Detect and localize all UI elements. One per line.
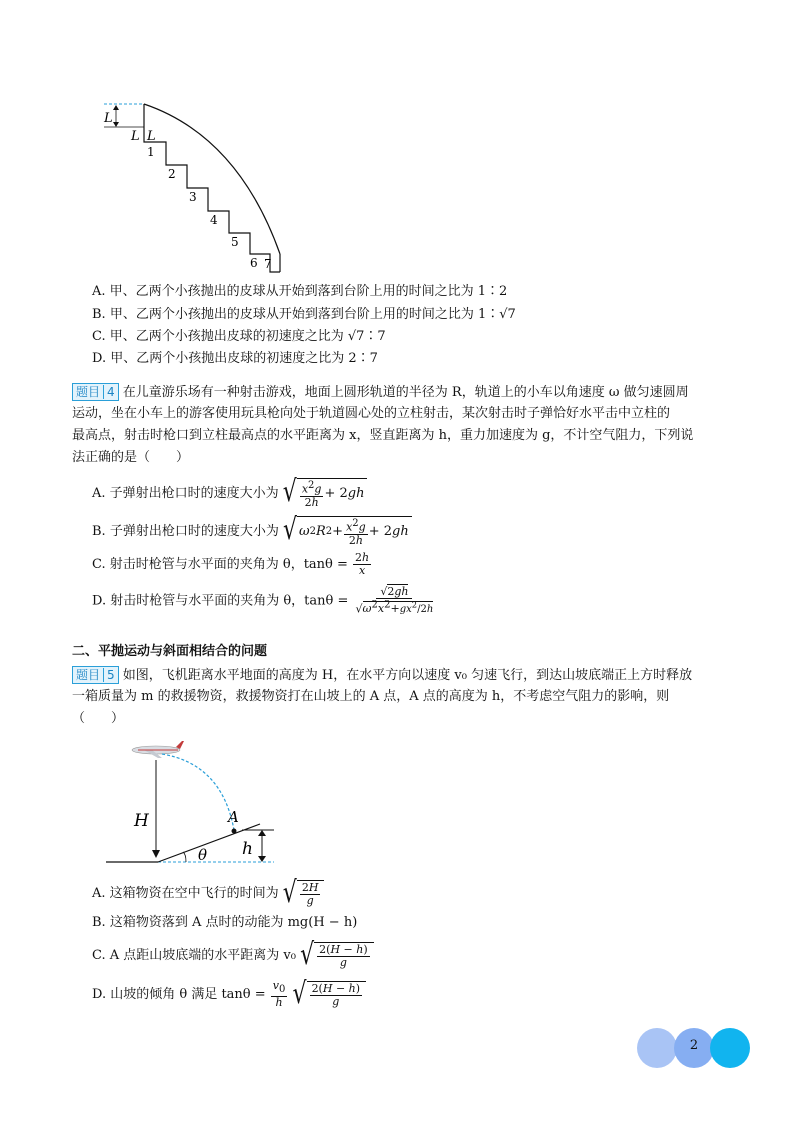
q3-option-b: B. 甲、乙两个小孩抛出的皮球从开始到落到台阶上用的时间之比为 1∶√7 xyxy=(92,307,516,322)
step-label-4: 4 xyxy=(210,213,218,227)
step-label-1: 1 xyxy=(147,145,155,159)
q5-stem-text-1: 如图，飞机距离水平地面的高度为 H，在水平方向以速度 v₀ 匀速飞行，到达山坡底端正上方时释放 xyxy=(122,668,693,683)
q4-tag: 题目 4 xyxy=(72,383,119,401)
label-L-step: L xyxy=(147,129,156,144)
step-label-2: 2 xyxy=(168,167,176,181)
q4-stem-line-3: 最高点，射击时枪口到立柱最高点的水平距离为 x，竖直距离为 h，重力加速度为 g，不计空气阻力，下列说 xyxy=(72,428,694,443)
q4-option-d: D. 射击时枪管与水平面的夹角为 θ，tanθ = $\frac{√2gh}{√\omega^2x^2+gx^2/2h}$ xyxy=(92,585,434,616)
airplane-icon xyxy=(132,741,184,758)
plane-slope-figure xyxy=(104,738,284,870)
q5-option-a: A. 这箱物资在空中飞行的时间为 √ $\frac{2H}{g}$ xyxy=(92,880,324,907)
q4-stem-line-4: 法正确的是（ ） xyxy=(72,450,190,465)
q5-stem-line-1 xyxy=(72,666,692,684)
label-H: H xyxy=(134,811,149,831)
q3-option-d: D. 甲、乙两个小孩抛出皮球的初速度之比为 2∶7 xyxy=(92,351,378,366)
step-label-6: 6 xyxy=(250,256,258,270)
formula-d: $\frac{√2gh}{√\omega^2x^2+gx^2/2h}$ xyxy=(355,585,434,616)
formula-5d-frac: $\frac{v_0}{h}$ xyxy=(272,979,286,1010)
q3-option-a: A. 甲、乙两个小孩抛出的皮球从开始到落到台阶上用的时间之比为 1∶2 xyxy=(92,284,508,299)
q5-stem-line-2: 一箱质量为 m 的救援物资，救援物资打在山坡上的 A 点，A 点的高度为 h，不考虑空气阻力的影响，则 xyxy=(72,689,670,704)
step-label-7: 7 xyxy=(264,257,272,271)
q4-option-c: C. 射击时枪管与水平面的夹角为 θ，tanθ = $\frac{2h}{x}$ xyxy=(92,551,370,577)
formula-a: √ $\frac{x^2g}{2h}$ + 2 gh xyxy=(283,478,368,509)
q5-option-d: D. 山坡的倾角 θ 满足 tanθ = $\frac{v_0}{h}$ √ $\frac{2(H - h)}{g}$ xyxy=(92,980,366,1009)
formula-5a: √ $\frac{2H}{g}$ xyxy=(283,880,325,907)
section-2-title: 二、平抛运动与斜面相结合的问题 xyxy=(72,644,268,659)
q4-stem-line-2: 运动，坐在小车上的游客使用玩具枪向处于轨道圆心处的立柱射击，某次射击时子弹恰好水平击中立柱的 xyxy=(72,406,671,421)
label-h: h xyxy=(242,839,253,859)
label-theta: θ xyxy=(198,846,208,864)
formula-b: √ ω 2 R 2 + $\frac{x^2g}{2h}$ + 2 gh xyxy=(283,516,412,547)
label-L-mid: L xyxy=(131,129,140,144)
label-A: A xyxy=(228,808,239,826)
formula-5d-sqrt: √ $\frac{2(H - h)}{g}$ xyxy=(293,981,367,1008)
q4-stem-line-1 xyxy=(72,383,689,401)
formula-5c: √ $\frac{2(H - h)}{g}$ xyxy=(300,942,374,969)
q3-option-c: C. 甲、乙两个小孩抛出皮球的初速度之比为 √7∶7 xyxy=(92,329,386,344)
page-number: 2 xyxy=(689,1038,699,1053)
q5-stem-line-3: （ ） xyxy=(72,711,125,726)
step-label-5: 5 xyxy=(231,235,239,249)
q4-stem-text-1: 在儿童游乐场有一种射击游戏，地面上圆形轨道的半径为 R，轨道上的小车以角速度 ω 做匀速圆周 xyxy=(122,385,689,400)
q5-option-b: B. 这箱物资落到 A 点时的动能为 mg(H − h) xyxy=(92,915,358,930)
label-L-left: L xyxy=(104,111,113,126)
q4-option-b: B. 子弹射出枪口时的速度大小为 √ ω 2 R 2 + $\frac{x^2g}{2h}$ + 2 gh xyxy=(92,516,412,547)
decor-circle-cyan xyxy=(710,1028,750,1068)
formula-c: $\frac{2h}{x}$ xyxy=(355,551,370,577)
step-label-3: 3 xyxy=(189,190,197,204)
q5-tag: 题目 5 xyxy=(72,666,119,684)
staircase-figure xyxy=(98,96,288,276)
q4-option-a: A. 子弹射出枪口时的速度大小为 √ $\frac{x^2g}{2h}$ + 2 gh xyxy=(92,478,367,509)
q5-option-c: C. A 点距山坡底端的水平距离为 v₀ √ $\frac{2(H - h)}{g}$ xyxy=(92,942,374,969)
decor-circle-light xyxy=(637,1028,677,1068)
